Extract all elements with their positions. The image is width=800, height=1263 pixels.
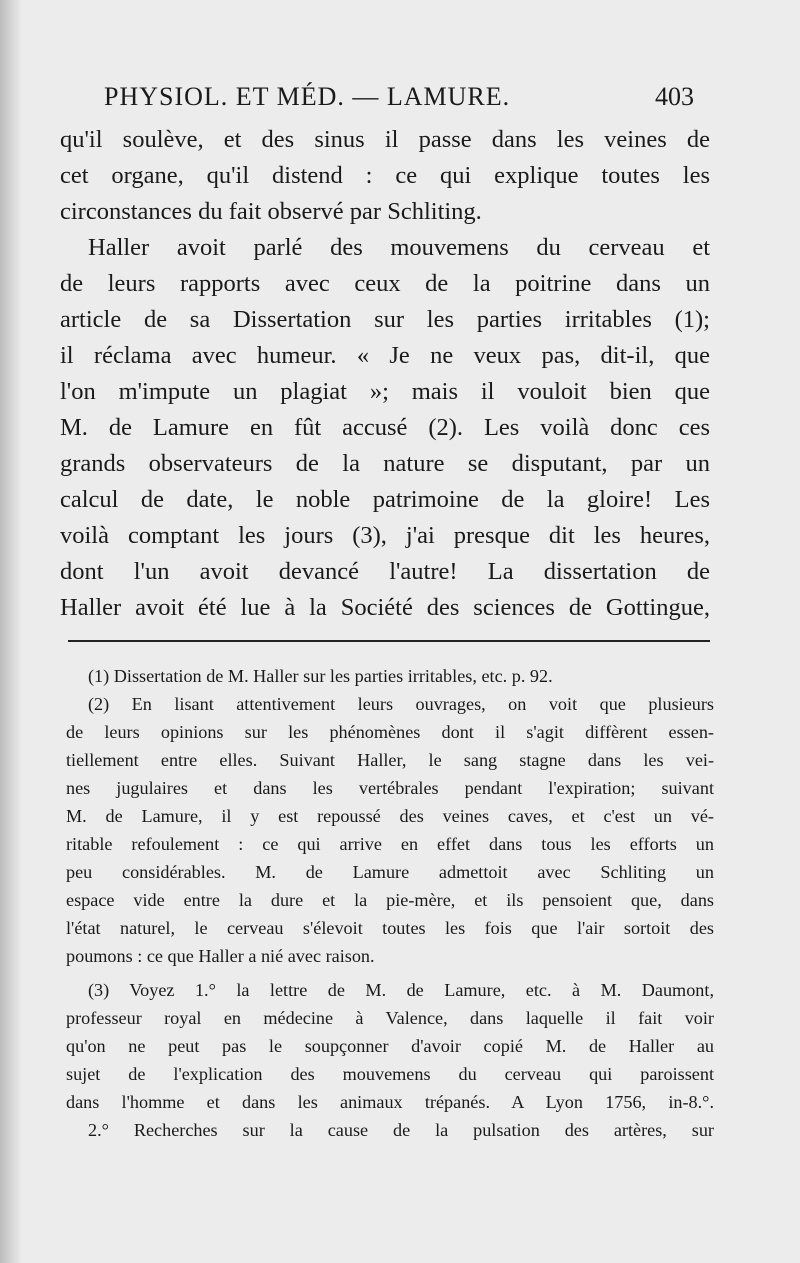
footnote-line: dans l'homme et dans les animaux trépanés. A Lyon 1756, in-8.°.	[66, 1092, 714, 1112]
footnote-separator	[68, 640, 710, 642]
text-line: grands observateurs de la nature se disputant, par un	[60, 450, 710, 477]
running-head: PHYSIOL. ET MÉD. — LAMURE.	[104, 82, 511, 111]
footnote-line: 2.° Recherches sur la cause de la pulsation des artères, sur	[88, 1120, 714, 1140]
text-line: M. de Lamure en fût accusé (2). Les voilà donc ces	[60, 414, 710, 441]
footnote-line: tiellement entre elles. Suivant Haller, le sang stagne dans les vei-	[66, 750, 714, 770]
footnote-line: poumons : ce que Haller a nié avec raison.	[66, 946, 375, 966]
text-line: cet organe, qu'il distend : ce qui explique toutes les	[60, 162, 710, 189]
footnote-line: l'état naturel, le cerveau s'élevoit toutes les fois que l'air sortoit des	[66, 918, 714, 938]
page-header	[104, 82, 704, 124]
text-line: circonstances du fait observé par Schliting.	[60, 198, 482, 225]
text-line: voilà comptant les jours (3), j'ai presque dit les heures,	[60, 522, 710, 549]
text-line: il réclama avec humeur. « Je ne veux pas, dit-il, que	[60, 342, 710, 369]
text-line: dont l'un avoit devancé l'autre! La dissertation de	[60, 558, 710, 585]
footnote-line: sujet de l'explication des mouvemens du cerveau qui paroissent	[66, 1064, 714, 1084]
footnotes	[66, 662, 714, 1144]
footnote-line: ritable refoulement : ce qui arrive en effet dans tous les efforts un	[66, 834, 714, 854]
text-line: article de sa Dissertation sur les parties irritables (1);	[60, 306, 710, 333]
page-number: 403	[655, 82, 694, 111]
footnote-line: nes jugulaires et dans les vertébrales pendant l'expiration; suivant	[66, 778, 714, 798]
text-line: qu'il soulève, et des sinus il passe dans les veines de	[60, 126, 710, 153]
text-line: de leurs rapports avec ceux de la poitrine dans un	[60, 270, 710, 297]
footnote-line: qu'on ne peut pas le soupçonner d'avoir copié M. de Haller au	[66, 1036, 714, 1056]
footnote-line: peu considérables. M. de Lamure admettoit avec Schliting un	[66, 862, 714, 882]
footnote-line: espace vide entre la dure et la pie-mère, et ils pensoient que, dans	[66, 890, 714, 910]
text-line: l'on m'impute un plagiat »; mais il vouloit bien que	[60, 378, 710, 405]
footnote-line: (3) Voyez 1.° la lettre de M. de Lamure, etc. à M. Daumont,	[88, 980, 714, 1000]
footnote-line: M. de Lamure, il y est repoussé des veines caves, et c'est un vé-	[66, 806, 714, 826]
text-line: Haller avoit été lue à la Société des sciences de Gottingue,	[60, 594, 710, 621]
text-line: calcul de date, le noble patrimoine de la gloire! Les	[60, 486, 710, 513]
text-line: Haller avoit parlé des mouvemens du cerveau et	[88, 234, 710, 261]
footnote-line: de leurs opinions sur les phénomènes dont il s'agit diffèrent essen-	[66, 722, 714, 742]
page-edge-shadow	[0, 0, 22, 1263]
footnote-line: professeur royal en médecine à Valence, dans laquelle il fait voir	[66, 1008, 714, 1028]
main-text	[60, 122, 710, 626]
footnote-line: (1) Dissertation de M. Haller sur les parties irritables, etc. p. 92.	[88, 666, 553, 686]
footnote-line: (2) En lisant attentivement leurs ouvrages, on voit que plusieurs	[88, 694, 714, 714]
